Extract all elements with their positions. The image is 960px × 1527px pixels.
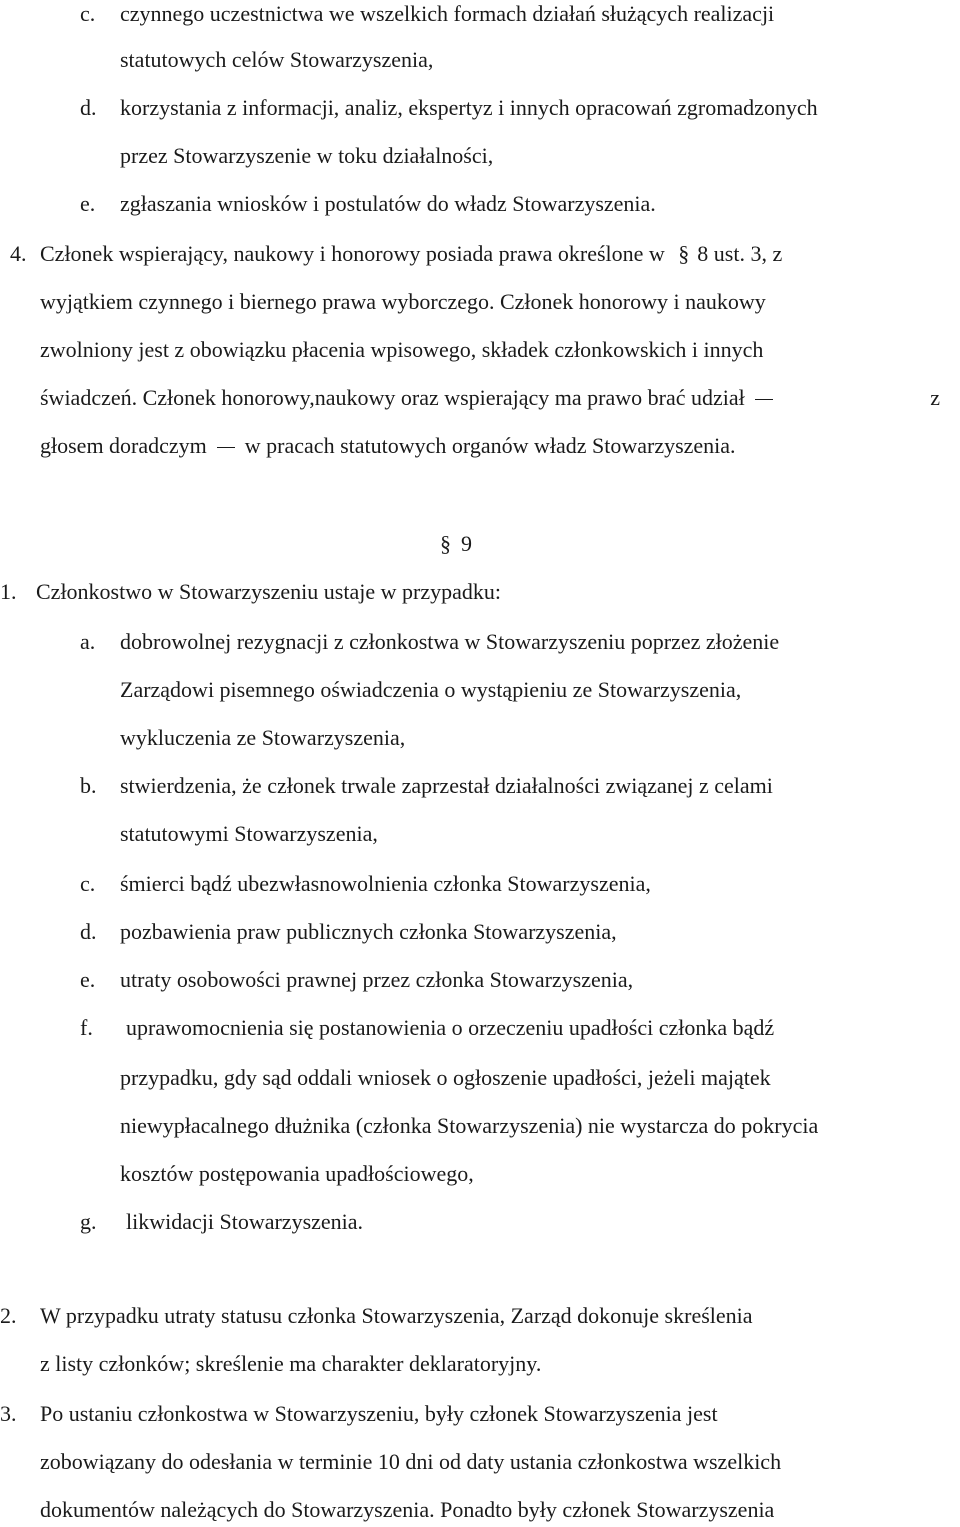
list-item-d — [80, 918, 617, 946]
list-marker: f. — [80, 1015, 93, 1040]
list-item-c-prev — [80, 0, 774, 28]
point-3-line: dokumentów należących do Stowarzyszenia. Ponadto były członek Stowarzyszenia — [40, 1497, 775, 1522]
list-item-g — [80, 1208, 363, 1236]
list-item-text: śmierci bądź ubezwłasnowolnienia członka Stowarzyszenia, — [120, 871, 651, 896]
point-marker: 3. — [0, 1401, 17, 1426]
point-4-line: wyjątkiem czynnego i biernego prawa wyborczego. Członek honorowy i naukowy — [40, 289, 766, 314]
list-marker: d. — [80, 919, 97, 944]
list-item-text: stwierdzenia, że członek trwale zaprzestał działalności związanej z celami — [120, 773, 773, 798]
point-text: w pracach statutowych organów władz Stowarzyszenia. — [244, 433, 736, 458]
point-text: świadczeń. Członek honorowy,naukowy oraz wspierający ma prawo brać udział — [40, 385, 745, 410]
point-4-line: zwolniony jest z obowiązku płacenia wpisowego, składek członkowskich i innych — [40, 337, 764, 362]
section-sign-icon: § — [678, 241, 690, 266]
section-sign-icon: § — [440, 531, 451, 556]
point-text: głosem doradczym — [40, 433, 207, 458]
point-text: W przypadku utraty statusu członka Stowarzyszenia, Zarząd dokonuje skreślenia — [40, 1303, 753, 1328]
list-marker: b. — [80, 773, 97, 798]
list-marker: c. — [80, 871, 96, 896]
list-item-text: korzystania z informacji, analiz, ekspertyz i innych opracowań zgromadzonych — [120, 95, 818, 120]
point-4 — [10, 240, 782, 268]
point-marker: 4. — [10, 241, 27, 266]
list-item-e — [80, 966, 633, 994]
list-item-d-prev — [80, 94, 818, 122]
list-item-text: uprawomocnienia się postanowienia o orzeczeniu upadłości członka bądź — [126, 1015, 775, 1040]
list-item-continuation: Zarządowi pisemnego oświadczenia o wystąpieniu ze Stowarzyszenia, — [120, 677, 742, 702]
list-marker: c. — [80, 1, 96, 26]
list-item-f — [80, 1014, 774, 1042]
section-number: 9 — [461, 531, 472, 556]
list-item-continuation: statutowych celów Stowarzyszenia, — [120, 47, 434, 72]
point-4-line — [40, 432, 736, 460]
point-3 — [0, 1400, 718, 1428]
list-item-continuation: niewypłacalnego dłużnika (członka Stowarzyszenia) nie wystarcza do pokrycia — [120, 1113, 819, 1138]
point-2-line: z listy członków; skreślenie ma charakter deklaratoryjny. — [40, 1351, 542, 1376]
point-marker: 2. — [0, 1303, 17, 1328]
point-4-line — [40, 384, 940, 412]
point-2 — [0, 1302, 753, 1330]
list-item-continuation: kosztów postępowania upadłościowego, — [120, 1161, 474, 1186]
list-marker: e. — [80, 191, 96, 216]
point-3-line: zobowiązany do odesłania w terminie 10 dni od daty ustania członkostwa wszelkich — [40, 1449, 782, 1474]
list-marker: a. — [80, 629, 96, 654]
point-marker: 1. — [0, 579, 17, 604]
list-item-text: zgłaszania wniosków i postulatów do władz Stowarzyszenia. — [120, 191, 656, 216]
list-marker: g. — [80, 1209, 97, 1234]
point-text-ref: 8 ust. 3, z — [697, 241, 783, 266]
list-marker: d. — [80, 95, 97, 120]
list-item-continuation: przypadku, gdy sąd oddali wniosek o ogłoszenie upadłości, jeżeli majątek — [120, 1065, 771, 1090]
point-text: Po ustaniu członkostwa w Stowarzyszeniu, były członek Stowarzyszenia jest — [40, 1401, 718, 1426]
dash-divider — [217, 447, 235, 448]
list-item-text: pozbawienia praw publicznych członka Stowarzyszenia, — [120, 919, 617, 944]
list-item-text: likwidacji Stowarzyszenia. — [126, 1209, 364, 1234]
list-item-text: czynnego uczestnictwa we wszelkich formach działań służących realizacji — [120, 1, 775, 26]
point-text: Członek wspierający, naukowy i honorowy posiada prawa określone w — [40, 241, 665, 266]
dash-divider — [755, 399, 773, 400]
list-item-c — [80, 870, 651, 898]
section-heading — [440, 530, 472, 558]
list-item-continuation: przez Stowarzyszenie w toku działalności, — [120, 143, 494, 168]
list-item-a — [80, 628, 779, 656]
list-item-text: dobrowolnej rezygnacji z członkostwa w Stowarzyszeniu poprzez złożenie — [120, 629, 780, 654]
point-text: Członkostwo w Stowarzyszeniu ustaje w przypadku: — [36, 579, 501, 604]
list-item-e-prev — [80, 190, 656, 218]
list-item-b — [80, 772, 773, 800]
list-item-text: utraty osobowości prawnej przez członka Stowarzyszenia, — [120, 967, 634, 992]
list-marker: e. — [80, 967, 96, 992]
list-item-continuation: statutowymi Stowarzyszenia, — [120, 821, 378, 846]
point-1 — [0, 578, 501, 606]
list-item-continuation: wykluczenia ze Stowarzyszenia, — [120, 725, 406, 750]
point-text: z — [930, 385, 940, 410]
